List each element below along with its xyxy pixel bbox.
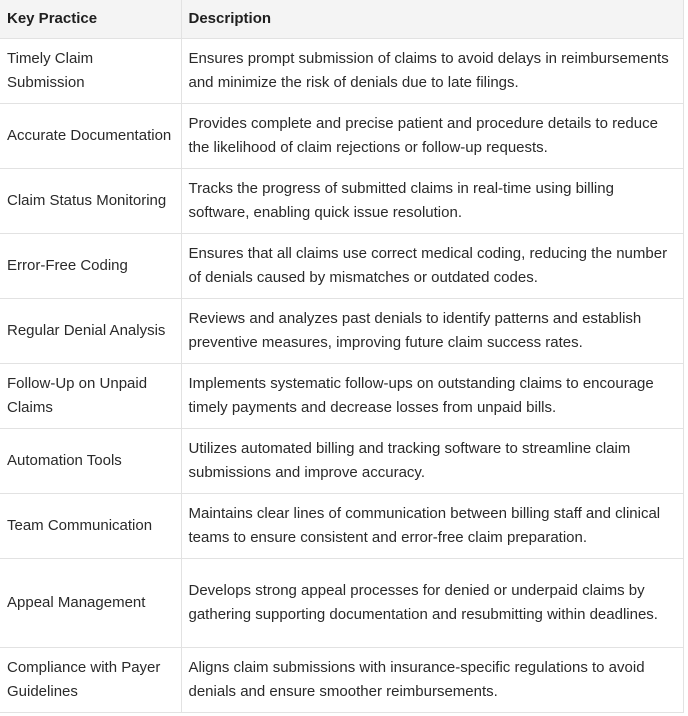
- description-cell: Implements systematic follow-ups on outstanding claims to encourage timely payments and decrease losses from unpaid bills.: [181, 364, 684, 429]
- key-practice-cell: Accurate Documentation: [0, 104, 181, 169]
- table-row: [0, 494, 684, 559]
- key-practice-cell: Claim Status Monitoring: [0, 169, 181, 234]
- description-cell: Utilizes automated billing and tracking software to streamline claim submissions and improve accuracy.: [181, 429, 684, 494]
- table-row: [0, 39, 684, 104]
- key-practice-cell: Timely Claim Submission: [0, 39, 181, 104]
- table-row: [0, 364, 684, 429]
- key-practice-cell: Compliance with Payer Guidelines: [0, 648, 181, 713]
- table-header-row: [0, 0, 684, 39]
- description-cell: Maintains clear lines of communication between billing staff and clinical teams to ensure consistent and error-free claim preparation.: [181, 494, 684, 559]
- description-cell: Ensures that all claims use correct medical coding, reducing the number of denials caused by mismatches or outdated codes.: [181, 234, 684, 299]
- header-description: Description: [181, 0, 684, 39]
- key-practice-cell: Follow-Up on Unpaid Claims: [0, 364, 181, 429]
- header-key-practice: Key Practice: [0, 0, 181, 39]
- table-row: [0, 169, 684, 234]
- description-cell: Ensures prompt submission of claims to avoid delays in reimbursements and minimize the risk of denials due to late filings.: [181, 39, 684, 104]
- description-cell: Aligns claim submissions with insurance-specific regulations to avoid denials and ensure smoother reimbursements.: [181, 648, 684, 713]
- key-practice-cell: Appeal Management: [0, 559, 181, 648]
- description-cell: Develops strong appeal processes for denied or underpaid claims by gathering supporting documentation and resubmitting within deadlines.: [181, 559, 684, 648]
- key-practice-cell: Regular Denial Analysis: [0, 299, 181, 364]
- description-cell: Reviews and analyzes past denials to identify patterns and establish preventive measures, improving future claim success rates.: [181, 299, 684, 364]
- table-row: [0, 299, 684, 364]
- description-cell: Tracks the progress of submitted claims in real-time using billing software, enabling quick issue resolution.: [181, 169, 684, 234]
- table-row: [0, 648, 684, 713]
- table-row: [0, 429, 684, 494]
- table-row: [0, 234, 684, 299]
- description-cell: Provides complete and precise patient and procedure details to reduce the likelihood of claim rejections or follow-up requests.: [181, 104, 684, 169]
- key-practice-cell: Automation Tools: [0, 429, 181, 494]
- key-practice-cell: Team Communication: [0, 494, 181, 559]
- table-row: [0, 104, 684, 169]
- table-row: [0, 559, 684, 648]
- key-practice-cell: Error-Free Coding: [0, 234, 181, 299]
